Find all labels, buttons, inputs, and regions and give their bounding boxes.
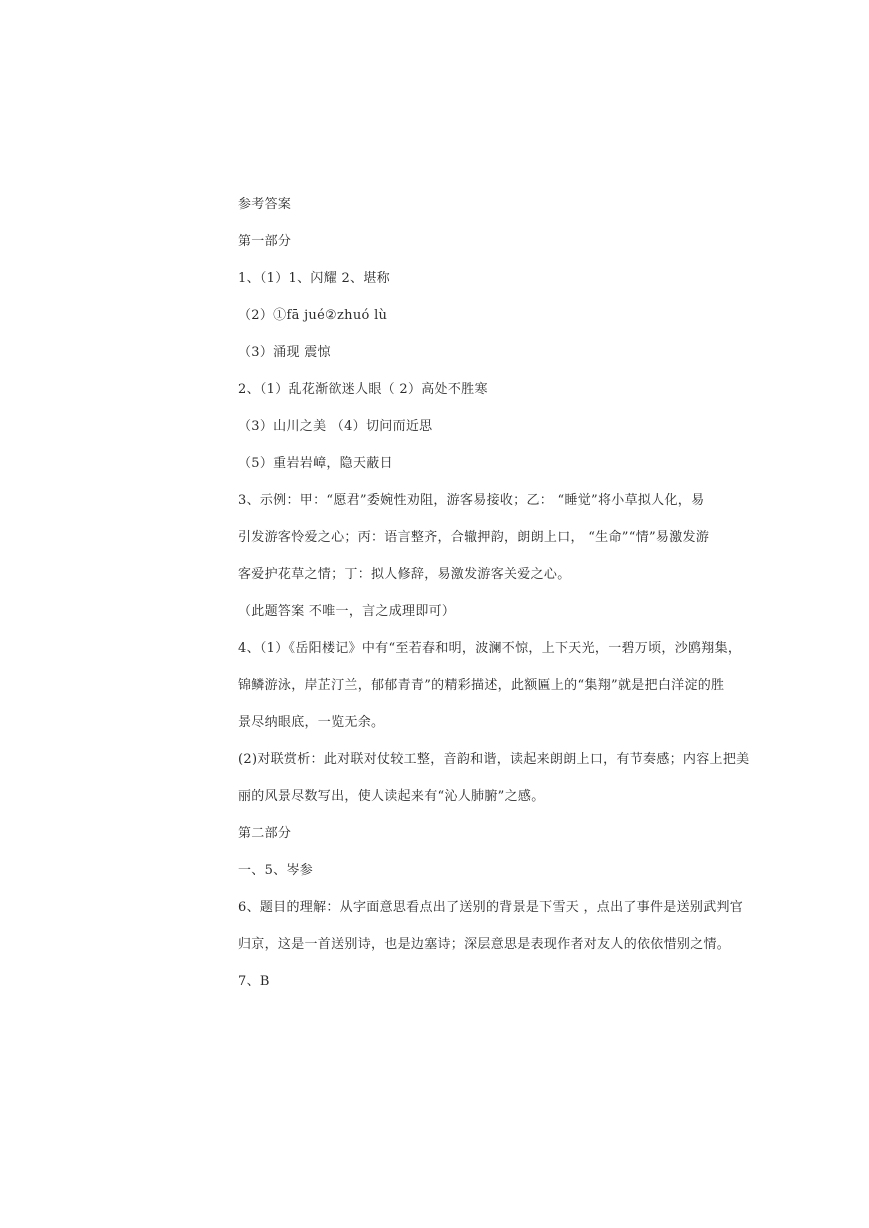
- q4-line-1: 4、（1）《岳阳楼记》中有“至若春和明，波澜不惊，上下天光，一碧万顷，沙鸥翔集，: [238, 641, 742, 656]
- q1-line-3: （3）涌现 震惊: [238, 345, 331, 360]
- q4-line-4: (2)对联赏析：此对联对仗较工整，音韵和谐，读起来朗朗上口，有节奏感；内容上把美: [238, 752, 750, 767]
- q3-line-1: 3、示例：甲：“愿君”委婉性劝阻，游客易接收；乙： “睡觉”将小草拟人化，易: [238, 493, 705, 508]
- q2-line-1: 2、（1）乱花渐欲迷人眼（ 2）高处不胜寒: [238, 382, 488, 397]
- part1-heading: 第一部分: [238, 234, 292, 249]
- q1-line-1: 1、（1）1、闪耀 2、堪称: [238, 271, 390, 286]
- q5-line: 一、5、岑参: [238, 863, 314, 878]
- q1-line-2: （2）①fā jué②zhuó lù: [238, 308, 388, 323]
- q4-line-3: 景尽纳眼底，一览无余。: [238, 715, 385, 730]
- answer-key: [238, 196, 750, 991]
- q6-line-1: 6、题目的理解：从字面意思看点出了送别的背景是下雪天 ，点出了事件是送别武判官: [238, 900, 744, 915]
- q2-line-2: （3）山川之美 （4）切问而近思: [238, 419, 433, 434]
- q3-line-3: 客爱护花草之情；丁：拟人修辞，易激发游客关爱之心。: [238, 567, 571, 582]
- q3-note: （此题答案 不唯一，言之成理即可）: [238, 604, 456, 619]
- q3-line-2: 引发游客怜爱之心；丙：语言整齐，合辙押韵，朗朗上口， “生命”“情”易激发游: [238, 530, 710, 545]
- q4-line-5: 丽的风景尽数写出，使人读起来有“沁人肺腑”之感。: [238, 789, 545, 804]
- q4-line-2: 锦鳞游泳，岸芷汀兰，郁郁青青”的精彩描述，此额匾上的“集翔”就是把白洋淀的胜: [238, 678, 725, 693]
- q7-line: 7、B: [238, 974, 270, 989]
- q6-line-2: 归京，这是一首送别诗，也是边塞诗；深层意思是表现作者对友人的依依惜别之情。: [238, 937, 731, 952]
- part2-heading: 第二部分: [238, 826, 292, 841]
- q2-line-3: （5）重岩岩嶂，隐天蔽日: [238, 456, 393, 471]
- doc-title: 参考答案: [238, 197, 292, 212]
